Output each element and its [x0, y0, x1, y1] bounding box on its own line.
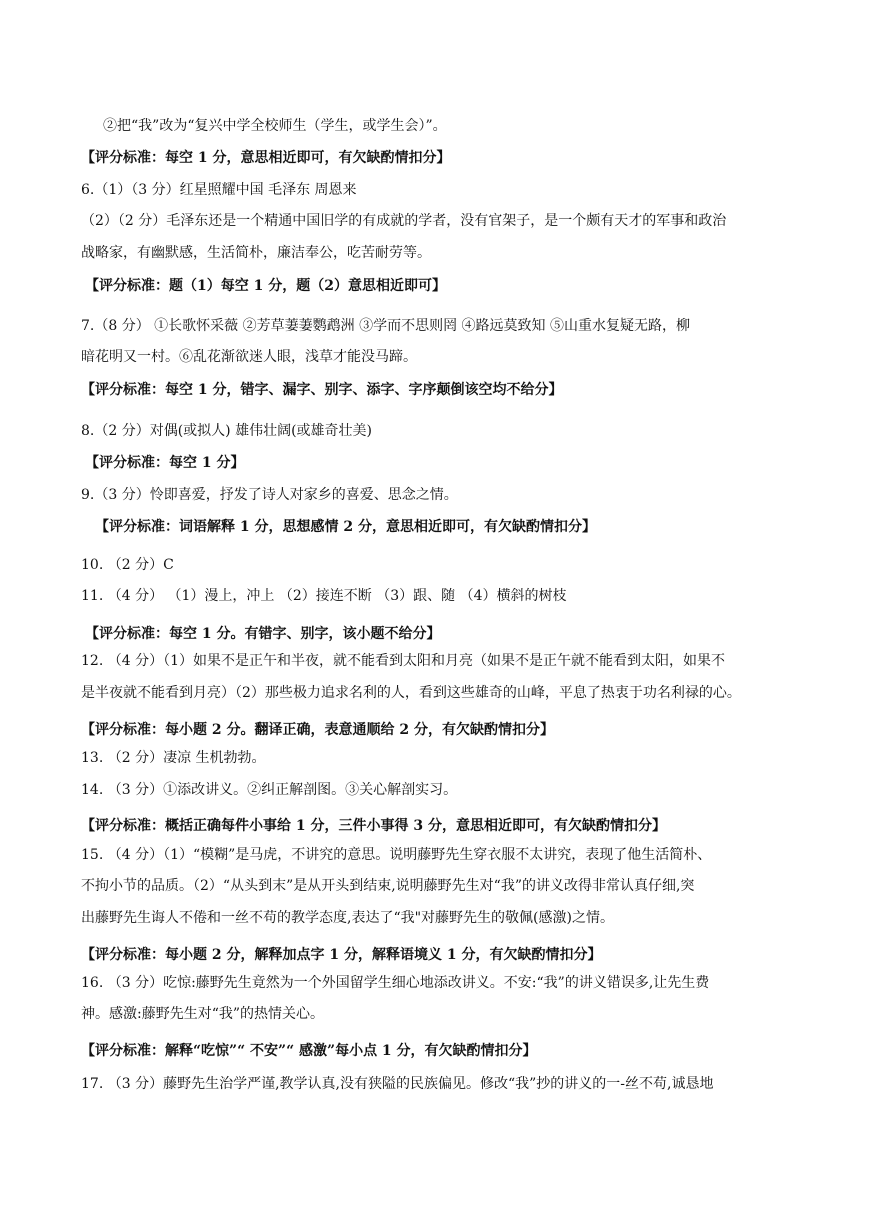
answer-6-1: 6.（1）（3 分）红星照耀中国 毛泽东 周恩来 [81, 182, 357, 198]
answer-16: 16. （3 分）吃惊:藤野先生竟然为一个外国留学生细心地添改讲义。不安:“我”的讲义错误多,让先生费 [81, 975, 710, 991]
text-line: 暗花明又一村。⑥乱花渐欲迷人眼，浅草才能没马蹄。 [81, 349, 417, 365]
answer-13: 13. （2 分）凄凉 生机勃勃。 [81, 750, 266, 766]
scoring-note: 【评分标准：每空 1 分。有错字、别字，该小题不给分】 [85, 626, 441, 642]
scoring-note: 【评分标准：每小题 2 分，解释加点字 1 分，解释语境义 1 分，有欠缺酌情扣分】 [81, 947, 602, 963]
scoring-note: 【评分标准：每空 1 分，错字、漏字、别字、添字、字序颠倒该空均不给分】 [81, 382, 563, 398]
text-line: 出藤野先生诲人不倦和一丝不苟的教学态度,表达了“我"对藤野先生的敬佩(感激)之情。 [81, 910, 614, 926]
text-line: ②把“我”改为“复兴中学全校师生（学生，或学生会）”。 [103, 118, 447, 134]
answer-12: 12. （4 分）（1）如果不是正午和半夜，就不能看到太阳和月亮（如果不是正午就不能看到太阳，如果不 [81, 653, 725, 669]
scoring-note: 【评分标准：概括正确每件小事给 1 分，三件小事得 3 分，意思相近即可，有欠缺酌情扣分】 [81, 818, 666, 834]
answer-14: 14. （3 分）①添改讲义。②纠正解剖图。③关心解剖实习。 [81, 782, 458, 798]
answer-15: 15. （4 分）（1）“模糊”是马虎，不讲究的意思。说明藤野先生穿衣服不太讲究，表现了他生活简朴、 [81, 847, 712, 863]
scoring-note: 【评分标准：每小题 2 分。翻译正确，表意通顺给 2 分，有欠缺酌情扣分】 [81, 722, 554, 738]
scoring-note: 【评分标准：每空 1 分】 [85, 455, 245, 471]
text-line: 神。感激:藤野先生对“我”的热情关心。 [81, 1006, 325, 1022]
scoring-note: 【评分标准：词语解释 1 分，思想感情 2 分，意思相近即可，有欠缺酌情扣分】 [95, 519, 596, 535]
scoring-note: 【评分标准：解释“吃惊”“ 不安”“ 感激”每小点 1 分，有欠缺酌情扣分】 [81, 1043, 537, 1059]
answer-7: 7.（8 分） ①长歌怀采薇 ②芳草萋萋鹦鹉洲 ③学而不思则罔 ④路远莫致知 ⑤山重水复疑无路，柳 [81, 318, 690, 334]
text-line: 是半夜就不能看到月亮）（2）那些极力追求名利的人，看到这些雄奇的山峰，平息了热衷于功名利禄的心。 [81, 685, 741, 701]
text-line: 战略家，有幽默感，生活简朴，廉洁奉公，吃苦耐劳等。 [81, 245, 431, 261]
scoring-note: 【评分标准：每空 1 分，意思相近即可，有欠缺酌情扣分】 [81, 150, 451, 166]
answer-9: 9.（3 分）怜即喜爱，抒发了诗人对家乡的喜爱、思念之情。 [81, 487, 458, 503]
answer-11: 11. （4 分） （1）漫上，冲上 （2）接连不断 （3）跟、随 （4）横斜的树枝 [81, 588, 567, 604]
answer-10: 10. （2 分）C [81, 557, 174, 573]
answer-8: 8.（2 分）对偶(或拟人) 雄伟壮阔(或雄奇壮美) [81, 423, 373, 439]
answer-17: 17. （3 分）藤野先生治学严谨,教学认真,没有狭隘的民族偏见。修改“我”抄的讲义的一-丝不苟,诚恳地 [81, 1076, 714, 1092]
answer-6-2: （2）（2 分）毛泽东还是一个精通中国旧学的有成就的学者，没有官架子，是一个颇有天才的军事和政治 [81, 213, 727, 229]
text-line: 不拘小节的品质。（2）“从头到末”是从开头到结束,说明藤野先生对“我”的讲义改得非常认真仔细,突 [81, 878, 695, 894]
scoring-note: 【评分标准：题（1）每空 1 分，题（2）意思相近即可】 [85, 278, 446, 294]
